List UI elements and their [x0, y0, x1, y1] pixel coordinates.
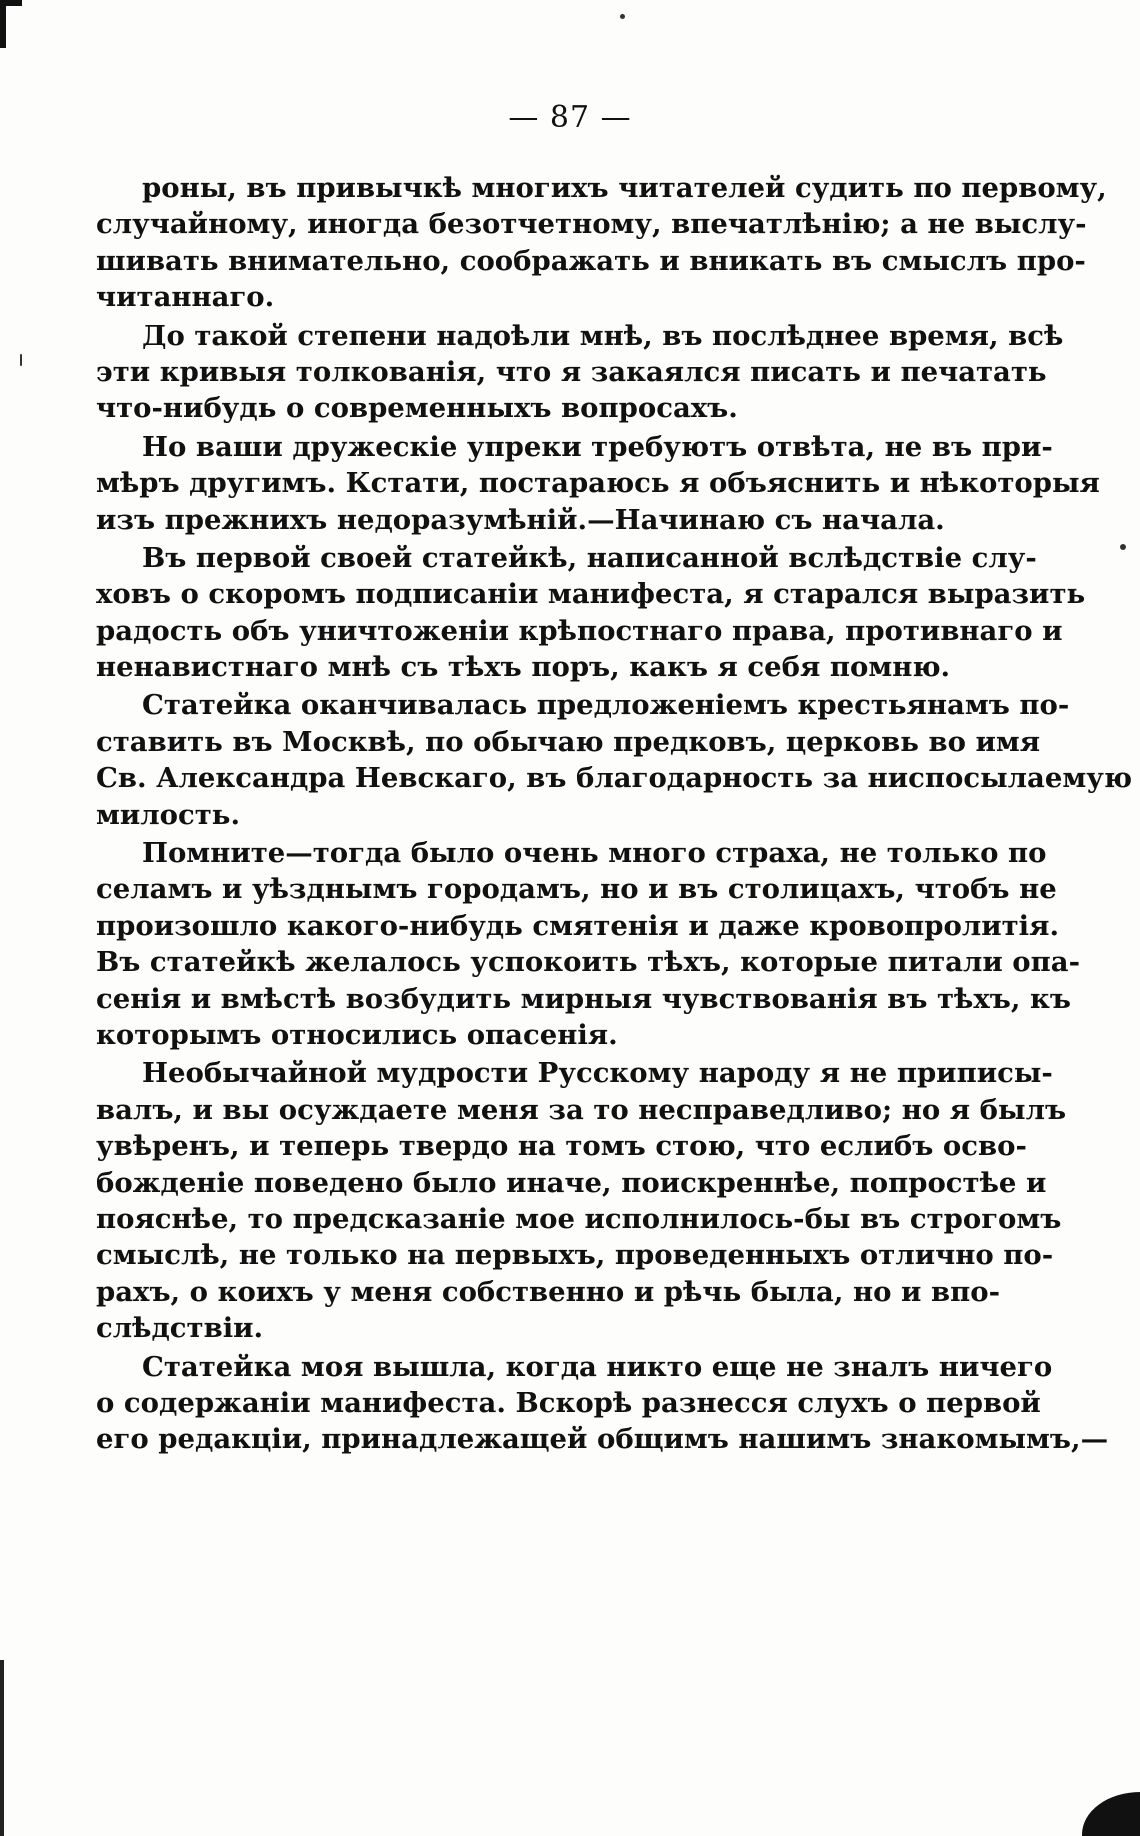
- paragraph: [96, 170, 1107, 316]
- scan-speck: [20, 354, 22, 366]
- paragraph: [96, 429, 1100, 538]
- text-line: Въ первой своей статейкѣ, написанной вслѣдствіе слу-: [142, 541, 1037, 574]
- text-line: Необычайной мудрости Русскому народу я не приписы-: [142, 1057, 1053, 1090]
- text-line: смыслѣ, не только на первыхъ, проведенныхъ отлично по-: [96, 1239, 1054, 1272]
- paragraph: [96, 540, 1086, 686]
- text-line: произошло какого-нибудь смятенія и даже кровопролитія.: [96, 909, 1060, 942]
- text-line: селамъ и уѣзднымъ городамъ, но и въ столицахъ, чтобъ не: [96, 873, 1057, 906]
- text-line: о содержаніи манифеста. Вскорѣ разнесся слухъ о первой: [96, 1386, 1041, 1419]
- scan-speck: [1120, 544, 1126, 550]
- text-line: ставить въ Москвѣ, по обычаю предковъ, церковь во имя: [96, 725, 1041, 758]
- text-line: роны, въ привычкѣ многихъ читателей судить по первому,: [142, 172, 1107, 204]
- text-line: ненавистнаго мнѣ съ тѣхъ поръ, какъ я себя помню.: [96, 651, 951, 684]
- text-line: радость объ уничтоженіи крѣпостнаго права, противнаго и: [96, 614, 1063, 647]
- text-line: эти кривыя толкованія, что я закаялся писать и печатать: [96, 355, 1047, 388]
- text-line: рахъ, о коихъ у меня собственно и рѣчь была, но и впо-: [96, 1275, 1001, 1308]
- text-line: Въ статейкѣ желалось успокоить тѣхъ, которые питали опа-: [96, 946, 1081, 979]
- page-number: — 87 —: [508, 100, 632, 135]
- scan-edge-mark: [0, 1660, 4, 1836]
- text-line: До такой степени надоѣли мнѣ, въ послѣднее время, всѣ: [142, 319, 1064, 352]
- text-line: валъ, и вы осуждаете меня за то несправедливо; но я былъ: [96, 1093, 1067, 1126]
- scan-speck: [620, 14, 625, 19]
- text-line: шивать внимательно, соображать и вникать въ смыслъ про-: [96, 244, 1086, 277]
- scan-corner-mark: [1082, 1792, 1140, 1836]
- text-line: ховъ о скоромъ подписаніи манифеста, я старался выразить: [96, 578, 1086, 611]
- scan-edge-mark: [0, 0, 6, 48]
- text-line: Статейка оканчивалась предложеніемъ крестьянамъ по-: [142, 689, 1070, 722]
- text-line: что-нибудь о современныхъ вопросахъ.: [96, 392, 738, 425]
- text-line: случайному, иногда безотчетному, впечатлѣнію; а не выслу-: [96, 208, 1087, 241]
- text-line: Св. Александра Невскаго, въ благодарность за ниспосылаемую: [96, 762, 1133, 795]
- text-line: Но ваши дружескіе упреки требуютъ отвѣта, не въ при-: [142, 430, 1053, 463]
- text-line: милость.: [96, 798, 241, 831]
- text-line: сенія и вмѣстѣ возбудить мирныя чувствованія въ тѣхъ, къ: [96, 982, 1071, 1015]
- body-text: [96, 170, 1133, 1458]
- text-line: Помните—тогда было очень много страха, не только по: [142, 837, 1047, 870]
- text-line: мѣръ другимъ. Кстати, постараюсь я объяснить и нѣкоторыя: [96, 467, 1100, 500]
- text-line: изъ прежнихъ недоразумѣній.—Начинаю съ начала.: [96, 503, 945, 536]
- paragraph: [96, 687, 1133, 833]
- text-line: его редакціи, принадлежащей общимъ нашимъ знакомымъ,—: [96, 1423, 1109, 1456]
- text-line: божденіе поведено было иначе, поискреннѣе, попростѣе и: [96, 1166, 1047, 1199]
- text-line: слѣдствіи.: [96, 1312, 264, 1345]
- text-line: Статейка моя вышла, когда никто еще не зналъ ничего: [142, 1350, 1053, 1383]
- text-line: читаннаго.: [96, 281, 275, 314]
- paragraph: [96, 1349, 1109, 1458]
- text-line: пояснѣе, то предсказаніе мое исполнилось-бы въ строгомъ: [96, 1202, 1062, 1235]
- paragraph: [96, 835, 1081, 1053]
- text-line: увѣренъ, и теперь твердо на томъ стою, что еслибъ осво-: [96, 1130, 1027, 1163]
- text-line: которымъ относились опасенія.: [96, 1018, 618, 1051]
- paragraph: [96, 1055, 1067, 1346]
- paragraph: [96, 318, 1064, 427]
